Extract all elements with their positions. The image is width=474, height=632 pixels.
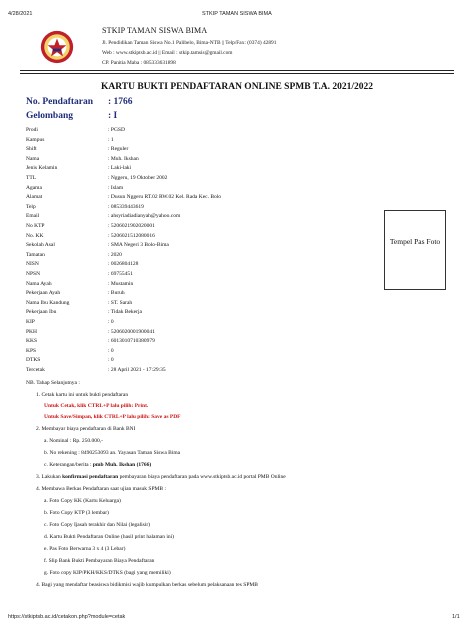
field-label: TTL: [26, 175, 37, 181]
field-row: [0, 145, 474, 154]
field-value: : PGSD: [108, 127, 125, 133]
field-row: [0, 289, 474, 298]
step-3-pre: 3. Lakukan: [36, 474, 63, 480]
field-row: [0, 299, 474, 308]
school-name: STKIP TAMAN SISWA BIMA: [102, 26, 208, 35]
school-address: Jl. Pendidikan Taman Siswa No.1 Palibelo, Bima-NTB || Telp/Fax: (0374) 42891: [102, 40, 277, 46]
step-4-g: g. Foto copy KIP/PKH/KKS/DTKS (bagi yang memiliki): [44, 570, 171, 576]
field-row: [0, 347, 474, 356]
field-label: NISN: [26, 261, 39, 268]
print-date: 4/28/2021: [8, 11, 33, 17]
field-value: : 5206021512080016: [108, 232, 155, 239]
print-page-number: 1/1: [452, 614, 460, 620]
field-label: Kampus: [26, 136, 45, 143]
field-value: : 1: [108, 136, 114, 143]
header-rule: [20, 70, 454, 71]
field-label: Pekerjaan Ibu: [26, 309, 57, 316]
step-4: 4. Membawa Berkas Pendaftaran saat ujian masuk SPMB :: [36, 486, 166, 492]
field-value: : 0: [108, 319, 114, 325]
step-4-d: d. Kartu Bukti Pendaftaran Online (hasil print halaman ini): [44, 534, 174, 540]
field-value: : 0: [108, 347, 114, 354]
field-label: No. KK: [26, 232, 44, 239]
field-row: [0, 174, 474, 183]
step-4-c: c. Foto Copy Ijasah terakhir dan Nilai (legalisir): [44, 522, 150, 528]
field-row: [0, 155, 474, 164]
field-row: [0, 126, 474, 135]
photo-placeholder: Tempel Pas Foto: [384, 210, 446, 290]
notes-heading: NB. Tahap Selanjutnya :: [26, 380, 80, 386]
print-page-title: STKIP TAMAN SISWA BIMA: [202, 11, 272, 17]
field-row: [0, 356, 474, 365]
wave-value: : I: [108, 111, 118, 121]
field-row: [0, 193, 474, 202]
field-label: KPS: [26, 347, 37, 354]
field-row: [0, 136, 474, 145]
step-2: 2. Membayar biaya pendaftaran di Bank BNI: [36, 426, 136, 432]
field-row: [0, 308, 474, 317]
field-label: Jenis Kelamin: [26, 165, 58, 172]
registration-number-value: : 1766: [108, 97, 133, 107]
step-5: 4. Bagi yang mendaftar beasiswa bidikmisi wajib kumpulkan berkas sebelum pelaksanaan tes SPMB: [36, 582, 258, 588]
step-2-c-text: c. Keterangan/berita :: [44, 462, 93, 468]
field-row: [0, 366, 474, 375]
field-value: : Buruh: [108, 290, 125, 297]
school-contact: CP. Panitia Maba : 085333631898: [102, 60, 176, 66]
step-3-bold: konfirmasi pendaftaran: [62, 474, 119, 480]
print-url: https://stkiptsb.ac.id/cetakon.php?module=cetak: [8, 614, 126, 620]
step-4-b: b. Foto Copy KTP (3 lembar): [44, 510, 109, 516]
field-label: Agama: [26, 184, 42, 191]
field-label: Nama Ibu Kandung: [26, 299, 70, 306]
step-4-f: f. Slip Bank Bukti Pembayaran Biaya Pendaftaran: [44, 558, 155, 564]
field-value: : ahsyriadiadianyah@yahoo.com: [108, 213, 181, 220]
step-3-post: pembayaran biaya pendaftaran pada www.stkiptsb.ac.id portal PMB Online: [118, 474, 286, 480]
step-1: 1. Cetak kartu ini untuk bukti pendaftaran: [36, 392, 129, 398]
field-label: Tamatan: [26, 251, 45, 258]
field-label: DTKS: [26, 357, 41, 364]
field-row: [0, 164, 474, 173]
field-value: : SMA Negeri 3 Bolo-Bima: [108, 242, 169, 249]
field-value: : Dusun Nggeru RT.02 RW.02 Kel. Rada Kec. Bolo: [108, 194, 222, 201]
step-1-save: Untuk Save/Simpan, klik CTRL+P lalu pilih: Save as PDF: [44, 414, 181, 420]
field-value: : 28 April 2021 - 17:29:35: [108, 367, 166, 373]
field-label: Nama: [26, 155, 40, 162]
field-label: Telp: [26, 203, 36, 210]
field-label: Nama Ayah: [26, 280, 52, 287]
step-3: [36, 474, 286, 480]
field-value: : 5206021902020001: [108, 223, 155, 229]
card-title: KARTU BUKTI PENDAFTARAN ONLINE SPMB T.A. 2021/2022: [100, 82, 374, 92]
step-4-e: e. Pas Foto Berwarna 3 x 4 (3 Lebar): [44, 546, 126, 552]
header-rule-thin: [20, 73, 454, 74]
field-value: : Nggeru, 19 Oktober 2002: [108, 175, 168, 181]
field-value: : 2020: [108, 251, 122, 258]
step-2-c-bold: pmb Muh. Ikshan (1766): [92, 462, 152, 468]
field-row: [0, 328, 474, 337]
field-value: : Reguler: [108, 146, 129, 153]
field-value: : Muh. Ikshan: [108, 155, 139, 162]
field-value: : Mustamin: [108, 280, 134, 287]
school-web: Web : www.stkiptsb.ac.id || Email : stkip.tamsis@gmail.com: [102, 50, 233, 56]
school-logo: [40, 30, 74, 64]
field-label: Alamat: [26, 194, 43, 201]
field-label: Tercetak: [26, 367, 45, 373]
field-value: : 085339443619: [108, 203, 144, 210]
wave-label: Gelombang: [26, 111, 73, 121]
field-value: : Islam: [108, 184, 124, 191]
field-value: : Tidak Bekerja: [108, 309, 142, 316]
registration-number-label: No. Pendaftaran: [26, 97, 94, 107]
field-value: : Laki-laki: [108, 165, 132, 172]
field-label: PKH: [26, 328, 38, 335]
field-label: KIP: [26, 319, 35, 325]
field-row: [0, 337, 474, 346]
step-1-print: Untuk Cetak, klik CTRL+P lalu pilih: Print.: [44, 403, 149, 409]
field-value: : 0026804128: [108, 261, 139, 268]
step-2-b: b. No rekening : 8490253093 an. Yayasan Taman Siswa Bima: [44, 450, 181, 456]
field-label: NPSN: [26, 271, 41, 277]
field-row: [0, 184, 474, 193]
field-value: : 5206020001900041: [108, 328, 155, 335]
field-value: : 69755451: [108, 271, 133, 277]
step-4-a: a. Foto Copy KK (Kartu Keluarga): [44, 498, 121, 504]
field-label: KKS: [26, 338, 38, 345]
step-2-c: [44, 462, 151, 468]
field-value: : 6013010710380979: [108, 338, 155, 345]
field-row: [0, 318, 474, 327]
field-label: Shift: [26, 146, 37, 153]
field-value: : 0: [108, 357, 114, 364]
step-2-a: a. Nominal : Rp. 250.000,-: [44, 438, 103, 444]
field-label: No KTP: [26, 223, 45, 229]
field-label: Prodi: [26, 127, 38, 133]
field-label: Pekerjaan Ayah: [26, 290, 61, 297]
field-label: Sekolah Asal: [26, 242, 55, 249]
field-label: Email: [26, 213, 40, 220]
field-value: : ST. Sarah: [108, 299, 133, 306]
